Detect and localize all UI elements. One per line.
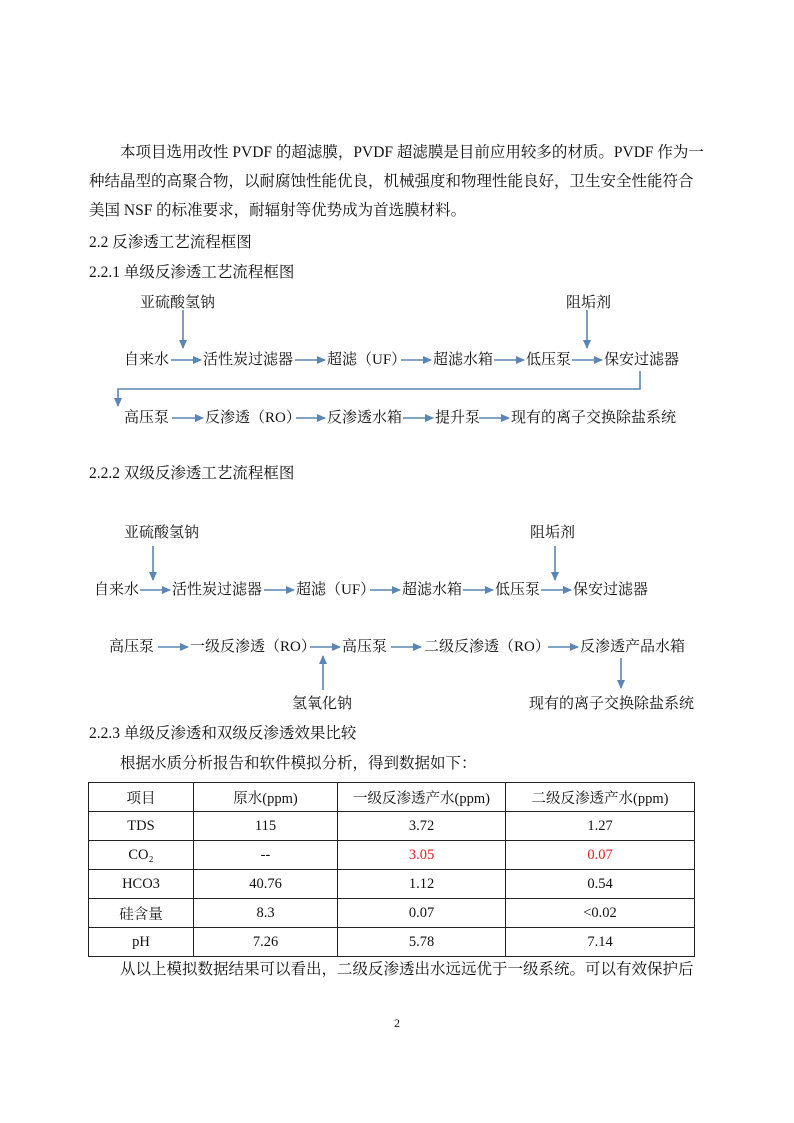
table-header-item: 项目 bbox=[89, 783, 194, 812]
table-header-raw-water: 原水(ppm) bbox=[194, 783, 338, 812]
flow2-security-filter: 保安过滤器 bbox=[573, 582, 649, 598]
table-header-stage2: 二级反渗透产水(ppm) bbox=[506, 783, 695, 812]
flow1-low-pressure-pump: 低压泵 bbox=[526, 352, 572, 368]
table-row bbox=[89, 841, 695, 870]
heading-2-2: 2.2 反渗透工艺流程框图 bbox=[89, 234, 252, 251]
flow2-stage2-ro: 二级反渗透（RO） bbox=[424, 639, 550, 655]
table-cell: 3.72 bbox=[338, 812, 506, 841]
intro-line-1: 本项目选用改性 PVDF 的超滤膜，PVDF 超滤膜是目前应用较多的材质。PVDF 作为一 bbox=[120, 144, 704, 161]
table-cell: -- bbox=[194, 841, 338, 870]
flow1-tap-water: 自来水 bbox=[124, 352, 170, 368]
flow2-high-pressure-pump-2: 高压泵 bbox=[342, 639, 388, 655]
page-number: 2 bbox=[394, 1016, 400, 1030]
intro-line-2: 种结晶型的高聚合物，以耐腐蚀性能优良，机械强度和物理性能良好，卫生安全性能符合 bbox=[89, 173, 694, 190]
table-cell: 115 bbox=[194, 812, 338, 841]
flow2-uf-tank: 超滤水箱 bbox=[402, 582, 463, 598]
table-cell: 8.3 bbox=[194, 899, 338, 928]
table-cell: TDS bbox=[89, 812, 194, 841]
table-cell: 0.54 bbox=[506, 870, 695, 899]
flow2-low-pressure-pump: 低压泵 bbox=[495, 582, 541, 598]
flow1-uf-tank: 超滤水箱 bbox=[433, 352, 494, 368]
flow1-additive-sodium-bisulfite: 亚硫酸氢钠 bbox=[140, 295, 216, 311]
table-row bbox=[89, 812, 695, 841]
table-cell: 硅含量 bbox=[89, 899, 194, 928]
table-cell: HCO3 bbox=[89, 870, 194, 899]
table-cell: 1.12 bbox=[338, 870, 506, 899]
flow1-ion-exchange-system: 现有的离子交换除盐系统 bbox=[511, 410, 677, 426]
flow2-stage1-ro: 一级反渗透（RO） bbox=[190, 639, 316, 655]
table-header-row bbox=[89, 783, 695, 812]
table-cell: 1.27 bbox=[506, 812, 695, 841]
flow2-additive-antiscalant: 阻垢剂 bbox=[530, 525, 576, 541]
flow1-ultrafiltration: 超滤（UF） bbox=[327, 352, 407, 368]
table-cell: 7.14 bbox=[506, 928, 695, 957]
table-row bbox=[89, 899, 695, 928]
flow2-ro-product-tank: 反渗透产品水箱 bbox=[580, 639, 686, 655]
comparison-table bbox=[88, 782, 695, 957]
flow2-additive-sodium-hydroxide: 氢氧化钠 bbox=[292, 696, 353, 712]
conclusion-text: 从以上模拟数据结果可以看出，二级反渗透出水远远优于一级系统。可以有效保护后 bbox=[120, 961, 694, 978]
flow2-ultrafiltration: 超滤（UF） bbox=[296, 582, 376, 598]
table-row bbox=[89, 928, 695, 957]
flow2-tap-water: 自来水 bbox=[94, 582, 140, 598]
heading-2-2-2: 2.2.2 双级反渗透工艺流程框图 bbox=[89, 465, 295, 482]
table-cell: 5.78 bbox=[338, 928, 506, 957]
table-cell: 7.26 bbox=[194, 928, 338, 957]
flow1-reverse-osmosis: 反渗透（RO） bbox=[205, 410, 301, 426]
table-cell: 40.76 bbox=[194, 870, 338, 899]
table-header-stage1: 一级反渗透产水(ppm) bbox=[338, 783, 506, 812]
flow1-ro-tank: 反渗透水箱 bbox=[327, 410, 403, 426]
flow2-high-pressure-pump-1: 高压泵 bbox=[109, 639, 155, 655]
flow2-ion-exchange-system: 现有的离子交换除盐系统 bbox=[529, 696, 695, 712]
flow1-high-pressure-pump: 高压泵 bbox=[124, 410, 170, 426]
intro-paragraph bbox=[89, 138, 709, 225]
flow2-additive-sodium-bisulfite: 亚硫酸氢钠 bbox=[124, 525, 200, 541]
flow1-additive-antiscalant: 阻垢剂 bbox=[566, 295, 612, 311]
heading-2-2-1: 2.2.1 单级反渗透工艺流程框图 bbox=[89, 264, 295, 281]
table-row bbox=[89, 870, 695, 899]
table-cell-highlight: 3.05 bbox=[338, 841, 506, 870]
heading-2-2-3: 2.2.3 单级反渗透和双级反渗透效果比较 bbox=[89, 725, 357, 742]
flow1-security-filter: 保安过滤器 bbox=[604, 352, 680, 368]
table-cell: pH bbox=[89, 928, 194, 957]
table-cell: <0.02 bbox=[506, 899, 695, 928]
flow2-carbon-filter: 活性炭过滤器 bbox=[172, 582, 263, 598]
table-cell-highlight: 0.07 bbox=[506, 841, 695, 870]
table-cell: 0.07 bbox=[338, 899, 506, 928]
table-cell: CO₂ bbox=[89, 841, 194, 870]
table-intro: 根据水质分析报告和软件模拟分析，得到数据如下： bbox=[120, 755, 477, 772]
intro-line-3: 美国 NSF 的标准要求，耐辐射等优势成为首选膜材料。 bbox=[89, 202, 467, 219]
flow1-lift-pump: 提升泵 bbox=[435, 410, 481, 426]
flow1-carbon-filter: 活性炭过滤器 bbox=[203, 352, 294, 368]
